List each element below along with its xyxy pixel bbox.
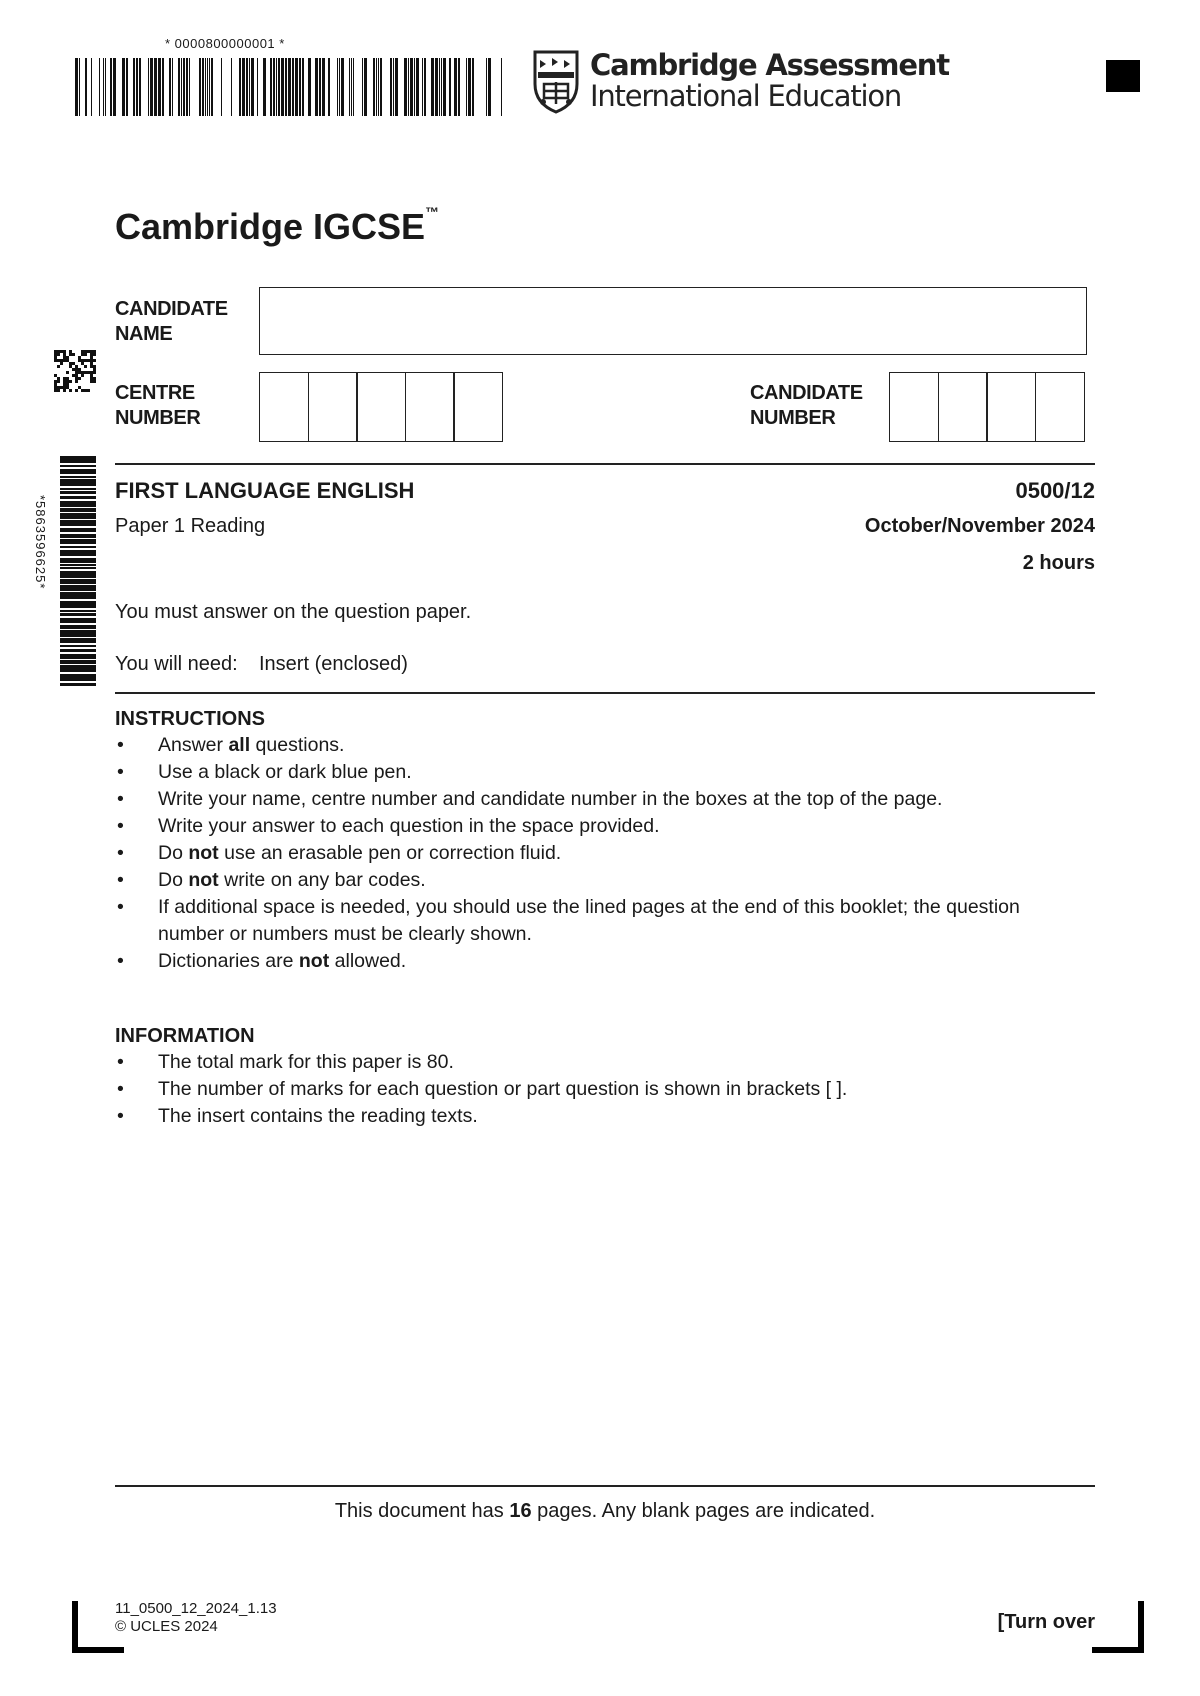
candidate-number-boxes xyxy=(889,372,1083,442)
bullet-icon: • xyxy=(117,788,124,810)
side-barcode xyxy=(60,456,96,686)
corner-bracket-right xyxy=(1092,1601,1144,1653)
page-title xyxy=(115,206,439,248)
list-item: • Write your answer to each question in the space provided. xyxy=(115,813,1055,840)
paper-code: 0500/12 xyxy=(1015,478,1095,503)
centre-number-label: CENTRE NUMBER xyxy=(115,382,201,429)
materials-value: Insert (enclosed) xyxy=(259,653,408,675)
digit-box[interactable] xyxy=(938,372,988,442)
cambridge-crest-icon xyxy=(532,50,580,114)
list-item: • If additional space is needed, you should use the lined pages at the end of this booklet; the question number or numbers must be clearly shown. xyxy=(117,896,1020,945)
subject-title: FIRST LANGUAGE ENGLISH xyxy=(115,478,415,503)
side-barcode-text: *5863596625* xyxy=(33,495,48,590)
barcode-caption: * 0000800000001 * xyxy=(165,36,285,51)
doc-code: 11_0500_12_2024_1.13 xyxy=(115,1600,277,1617)
divider xyxy=(115,463,1095,465)
bullet-icon: • xyxy=(117,1078,124,1100)
paper-name: Paper 1 Reading xyxy=(115,515,266,537)
list-item: • The number of marks for each question or part question is shown in brackets [ ]. xyxy=(115,1076,1055,1103)
list-item: • The total mark for this paper is 80. xyxy=(115,1049,1055,1076)
candidate-name-label: CANDIDATE NAME xyxy=(115,298,228,345)
digit-box[interactable] xyxy=(1035,372,1085,442)
page-count-note: This document has 16 pages. Any blank pages are indicated. xyxy=(334,1500,876,1522)
title-text: Cambridge IGCSE xyxy=(115,206,426,247)
list-item: • The insert contains the reading texts. xyxy=(115,1103,1055,1130)
list-item: • Do not write on any bar codes. xyxy=(115,867,1055,894)
list-item: • Use a black or dark blue pen. xyxy=(115,759,1055,786)
list-item: • Write your name, centre number and candidate number in the boxes at the top of the page. xyxy=(115,786,1055,813)
logo-line-2: International Education xyxy=(590,79,902,113)
bullet-icon: • xyxy=(117,734,124,756)
information-heading: INFORMATION xyxy=(115,1025,255,1047)
bullet-icon: • xyxy=(117,896,124,918)
candidate-name-box[interactable] xyxy=(259,287,1087,355)
digit-box[interactable] xyxy=(986,372,1036,442)
list-item: • Answer all questions. xyxy=(115,732,1055,759)
list-item: • Dictionaries are not allowed. xyxy=(115,948,1055,975)
bullet-icon: • xyxy=(117,761,124,783)
logo-line-1: Cambridge Assessment xyxy=(590,48,949,82)
bullet-icon: • xyxy=(117,1051,124,1073)
bullet-icon: • xyxy=(117,815,124,837)
corner-bracket-left xyxy=(72,1601,124,1653)
divider xyxy=(115,1485,1095,1487)
digit-box[interactable] xyxy=(405,372,455,442)
digit-box[interactable] xyxy=(889,372,939,442)
answer-note: You must answer on the question paper. xyxy=(115,601,472,623)
bullet-icon: • xyxy=(117,1105,124,1127)
bullet-icon: • xyxy=(117,950,124,972)
barcode xyxy=(75,58,503,116)
bullet-icon: • xyxy=(117,842,124,864)
exam-duration: 2 hours xyxy=(1022,552,1095,574)
instructions-list xyxy=(115,732,1055,975)
bullet-icon: • xyxy=(117,869,124,891)
qr-code-icon xyxy=(54,350,96,392)
candidate-number-label: CANDIDATE NUMBER xyxy=(750,382,863,429)
registration-mark xyxy=(1106,60,1140,92)
trademark: ™ xyxy=(425,204,440,220)
digit-box[interactable] xyxy=(259,372,309,442)
copyright: © UCLES 2024 xyxy=(115,1618,218,1635)
digit-box[interactable] xyxy=(308,372,358,442)
exam-session: October/November 2024 xyxy=(864,515,1095,537)
materials-label: You will need: xyxy=(115,653,238,675)
divider xyxy=(115,692,1095,694)
instructions-heading: INSTRUCTIONS xyxy=(115,708,265,730)
information-list xyxy=(115,1049,1055,1130)
document-code xyxy=(115,1600,277,1636)
turn-over-note: [Turn over xyxy=(997,1611,1095,1633)
centre-number-boxes xyxy=(259,372,502,442)
cambridge-logo xyxy=(532,50,949,114)
list-item: • Do not use an erasable pen or correction fluid. xyxy=(115,840,1055,867)
digit-box[interactable] xyxy=(453,372,503,442)
digit-box[interactable] xyxy=(356,372,406,442)
